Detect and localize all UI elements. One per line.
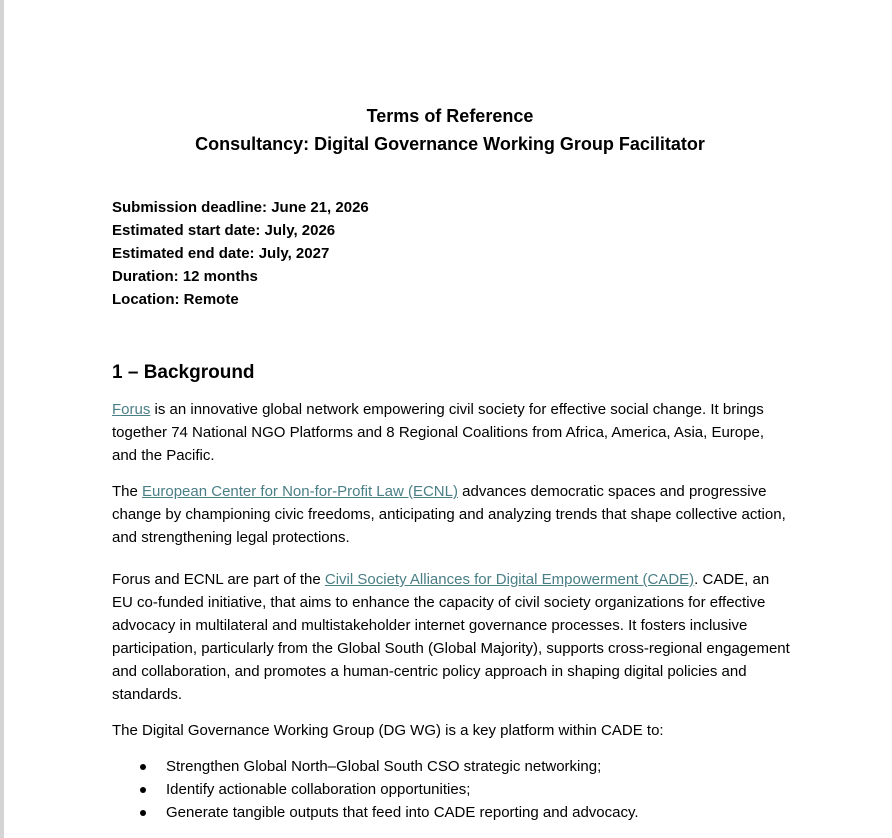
list-item xyxy=(140,755,639,778)
location: Location: Remote xyxy=(112,291,239,308)
paragraph-ecnl xyxy=(112,480,792,549)
list-item-text: Identify actionable collaboration opportunities; xyxy=(166,781,471,798)
list-item-text: Strengthen Global North–Global South CSO strategic networking; xyxy=(166,758,602,775)
duration: Duration: 12 months xyxy=(112,268,258,285)
paragraph-text: The xyxy=(112,483,143,500)
document-title: Terms of Reference xyxy=(366,106,534,126)
submission-deadline: Submission deadline: June 21, 2026 xyxy=(112,199,369,216)
key-details xyxy=(112,196,369,311)
page-left-edge xyxy=(0,0,4,838)
start-date: Estimated start date: July, 2026 xyxy=(112,222,336,239)
forus-link[interactable]: Forus xyxy=(112,401,151,418)
paragraph-dg-wg: The Digital Governance Working Group (DG WG) is a key platform within CADE to: xyxy=(112,722,664,739)
paragraph-cade xyxy=(112,568,792,706)
paragraph-text: . CADE, an EU co-funded initiative, that aims to enhance the capacity of civil society organizations for effective advocacy in multilateral and multistakeholder internet governance processes. It fosters inclusive participation, particularly from the Global South (Global Majority), supports cross-regional engagement and collaboration, and promotes a human-centric policy approach in shaping digital policies and standards. xyxy=(112,571,790,703)
list-item xyxy=(140,801,639,824)
cade-link[interactable]: Civil Society Alliances for Digital Empowerment (CADE) xyxy=(324,571,695,588)
paragraph-text: advances democratic spaces and progressive change by championing civic freedoms, anticipating and analyzing trends that shape collective action, and strengthening legal protections. xyxy=(112,483,786,546)
bullet-icon xyxy=(140,810,146,816)
bullet-icon xyxy=(140,787,146,793)
end-date: Estimated end date: July, 2027 xyxy=(112,245,330,262)
paragraph-text: is an innovative global network empowering civil society for effective social change. It brings together 74 National NGO Platforms and 8 Regional Coalitions from Africa, America, Asia, Europe, and the Pacific. xyxy=(112,401,764,464)
list-item-text: Generate tangible outputs that feed into CADE reporting and advocacy. xyxy=(166,804,639,821)
document-subtitle: Consultancy: Digital Governance Working Group Facilitator xyxy=(195,134,705,154)
bullet-icon xyxy=(140,764,146,770)
ecnl-link[interactable]: European Center for Non-for-Profit Law (ECNL) xyxy=(142,483,458,500)
paragraph-text: Forus and ECNL are part of the xyxy=(112,571,325,588)
bullet-list xyxy=(140,755,639,824)
paragraph-forus xyxy=(112,398,792,467)
section-heading-background: 1 – Background xyxy=(112,362,255,383)
list-item xyxy=(140,778,639,801)
